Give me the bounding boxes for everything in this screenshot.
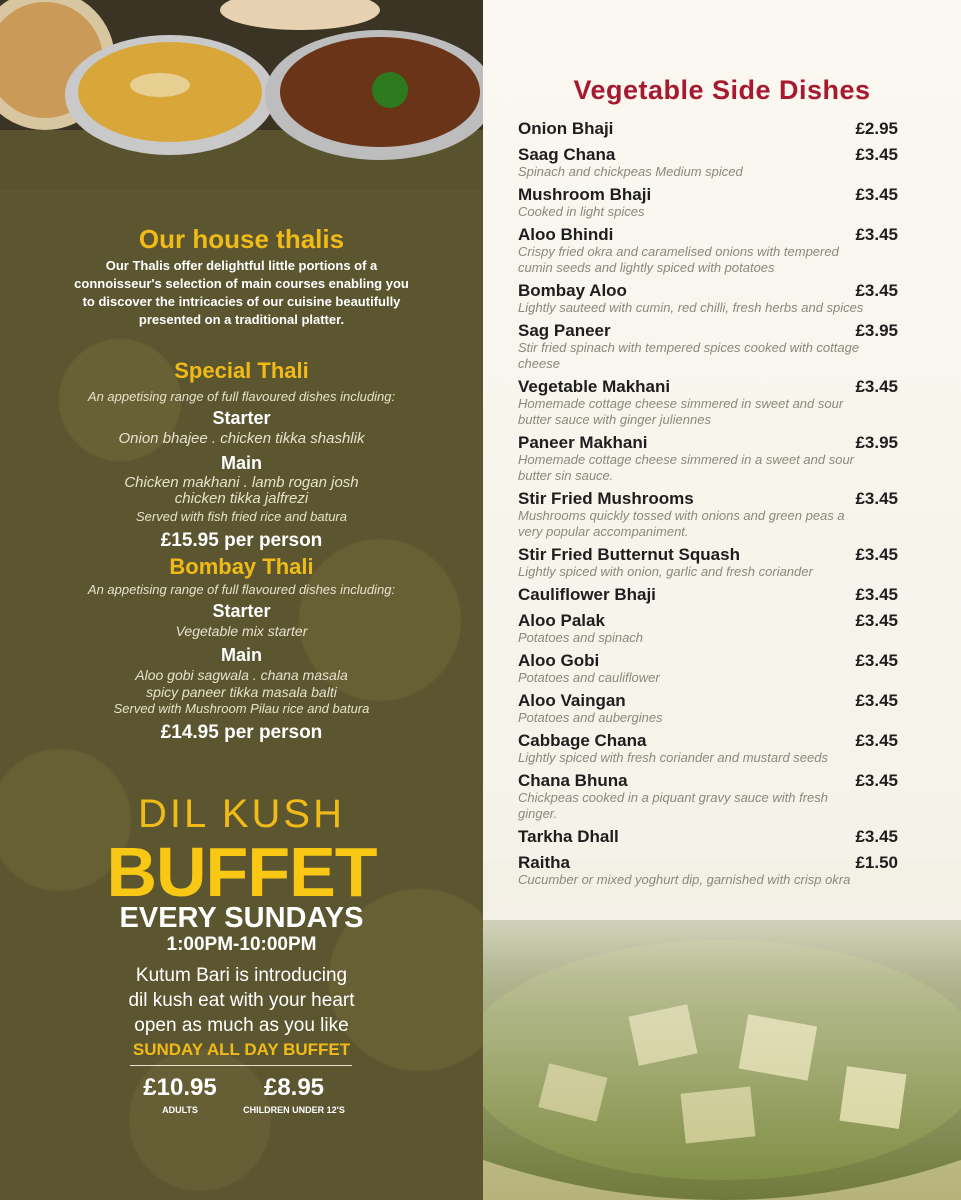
menu-item: [518, 770, 898, 822]
menu-item-name: Cabbage Chana: [518, 731, 647, 750]
menu-item: [518, 584, 898, 606]
special-served: Served with fish fried rice and batura: [136, 509, 347, 524]
menu-item-description: Stir fried spinach with tempered spices cooked with cottage cheese: [518, 340, 860, 371]
menu-item-description: Cooked in light spices: [518, 204, 645, 219]
child-price-box: [230, 1074, 358, 1115]
menu-item: [518, 432, 898, 484]
menu-item-name: Tarkha Dhall: [518, 827, 619, 846]
menu-item-name: Stir Fried Butternut Squash: [518, 545, 740, 564]
menu-item-description: Crispy fried okra and caramelised onions with tempered cumin seeds and lightly spiced with potatoes: [518, 244, 839, 275]
child-price: £8.95: [263, 1074, 325, 1101]
menu-item-price: £2.95: [855, 119, 898, 138]
menu-item: [518, 690, 898, 726]
menu-item-name: Stir Fried Mushrooms: [518, 489, 694, 508]
menu-item-description: Homemade cottage cheese simmered in a sweet and sour butter sin sauce.: [518, 452, 855, 483]
menu-item-price: £3.45: [855, 731, 898, 750]
menu-item: [518, 544, 898, 580]
menu-item: [518, 852, 898, 888]
menu-item-name: Aloo Bhindi: [518, 225, 614, 244]
menu-item-price: £3.45: [855, 545, 898, 564]
special-starter-text: Onion bhajee . chicken tikka shashlik: [118, 430, 365, 447]
bombay-main-line2: spicy paneer tikka masala balti: [146, 684, 337, 700]
menu-item-description: Potatoes and spinach: [518, 630, 644, 645]
menu-item-name: Aloo Vaingan: [518, 691, 626, 710]
special-main-heading: Main: [220, 453, 262, 473]
veg-section-title: Vegetable Side Dishes: [573, 75, 871, 105]
menu-item: [518, 376, 898, 428]
buffet-time: 1:00PM-10:00PM: [166, 934, 317, 955]
food-photo-bottom: [483, 860, 961, 1200]
thalis-description: Our Thalis offer delightful little portions of a connoisseur's selection of main courses enabling you to discover the intricacies of our cuisine beautifully presented on a traditional platter.: [74, 258, 409, 327]
menu-item-name: Aloo Gobi: [518, 651, 600, 670]
bombay-main-heading: Main: [220, 645, 262, 665]
menu-item: [518, 488, 898, 540]
adult-price-box: [130, 1074, 230, 1115]
menu-item-name: Chana Bhuna: [518, 771, 628, 790]
veg-item-list: [518, 118, 898, 892]
bombay-starter-text: Vegetable mix starter: [175, 623, 308, 639]
child-label: CHILDREN UNDER 12'S: [243, 1105, 345, 1115]
menu-item-price: £3.45: [855, 651, 898, 670]
buffet-sunday-all-day: SUNDAY ALL DAY BUFFET: [132, 1040, 351, 1059]
menu-item: [518, 144, 898, 180]
buffet-every-sundays: EVERY SUNDAYS: [119, 902, 364, 934]
menu-item-name: Paneer Makhani: [518, 433, 648, 452]
menu-item-name: Bombay Aloo: [518, 281, 627, 300]
buffet-desc-line2: dil kush eat with your heart: [128, 990, 355, 1011]
menu-item-description: Chickpeas cooked in a piquant gravy sauce with fresh ginger.: [518, 790, 829, 821]
menu-item-price: £3.45: [855, 827, 898, 846]
menu-item: [518, 826, 898, 848]
menu-item-description: Cucumber or mixed yoghurt dip, garnished with crisp okra: [518, 872, 851, 887]
adult-label: ADULTS: [162, 1105, 198, 1115]
menu-item: [518, 184, 898, 220]
menu-item-price: £3.45: [855, 585, 898, 604]
menu-item-price: £3.45: [855, 145, 898, 164]
menu-item-name: Aloo Palak: [518, 611, 605, 630]
menu-item-description: Homemade cottage cheese simmered in sweet and sour butter sauce with ginger juliennes: [518, 396, 844, 427]
bombay-starter-heading: Starter: [212, 601, 271, 621]
thalis-title: Our house thalis: [138, 224, 345, 254]
menu-item-price: £3.45: [855, 611, 898, 630]
menu-item-name: Raitha: [518, 853, 570, 872]
buffet-title: BUFFET: [106, 833, 377, 911]
menu-item-description: Spinach and chickpeas Medium spiced: [518, 164, 743, 179]
bombay-thali-price: £14.95 per person: [160, 722, 323, 743]
menu-item-description: Lightly spiced with fresh coriander and mustard seeds: [518, 750, 828, 765]
menu-item-price: £3.95: [855, 321, 898, 340]
menu-item-price: £3.45: [855, 225, 898, 244]
right-panel: [483, 0, 961, 1200]
menu-item: [518, 650, 898, 686]
adult-price: £10.95: [143, 1074, 217, 1101]
menu-item-description: Potatoes and aubergines: [518, 710, 663, 725]
menu-item-description: Potatoes and cauliflower: [518, 670, 660, 685]
menu-item-name: Mushroom Bhaji: [518, 185, 652, 204]
special-main-line2: chicken tikka jalfrezi: [174, 490, 309, 507]
menu-item-name: Saag Chana: [518, 145, 616, 164]
menu-item-price: £3.45: [855, 489, 898, 508]
bombay-thali-title: Bombay Thali: [169, 554, 314, 579]
menu-item: [518, 118, 898, 140]
bombay-served: Served with Mushroom Pilau rice and batura: [113, 701, 370, 716]
menu-item-price: £3.45: [855, 281, 898, 300]
menu-item-description: Mushrooms quickly tossed with onions and green peas a very popular accompaniment.: [518, 508, 845, 539]
menu-item: [518, 320, 898, 372]
menu-item-price: £3.45: [855, 691, 898, 710]
bombay-thali-intro: An appetising range of full flavoured dishes including:: [87, 582, 396, 597]
menu-item: [518, 224, 898, 276]
buffet-divider: [130, 1065, 352, 1066]
bombay-main-line1: Aloo gobi sagwala . chana masala: [135, 667, 348, 683]
special-thali-price: £15.95 per person: [160, 530, 323, 551]
menu-item-price: £3.45: [855, 771, 898, 790]
menu-item-price: £3.45: [855, 377, 898, 396]
menu-item: [518, 730, 898, 766]
special-starter-heading: Starter: [212, 408, 271, 428]
menu-item-name: Cauliflower Bhaji: [518, 585, 656, 604]
special-thali-title: Special Thali: [174, 358, 309, 383]
menu-item-price: £3.45: [855, 185, 898, 204]
buffet-desc-line1: Kutum Bari is introducing: [135, 965, 348, 986]
menu-item: [518, 610, 898, 646]
menu-item-name: Vegetable Makhani: [518, 377, 671, 396]
buffet-desc-line3: open as much as you like: [134, 1015, 349, 1036]
food-photo-top: [0, 0, 483, 190]
buffet-kicker: DIL KUSH: [137, 792, 345, 836]
special-thali-intro: An appetising range of full flavoured dishes including:: [87, 389, 396, 404]
menu-item: [518, 280, 898, 316]
menu-item-name: Onion Bhaji: [518, 119, 614, 138]
special-main-line1: Chicken makhani . lamb rogan josh: [124, 474, 359, 491]
menu-item-price: £1.50: [855, 853, 898, 872]
menu-item-name: Sag Paneer: [518, 321, 611, 340]
menu-item-description: Lightly sauteed with cumin, red chilli, fresh herbs and spices: [518, 300, 864, 315]
menu-item-description: Lightly spiced with onion, garlic and fresh coriander: [518, 564, 813, 579]
menu-item-price: £3.95: [855, 433, 898, 452]
